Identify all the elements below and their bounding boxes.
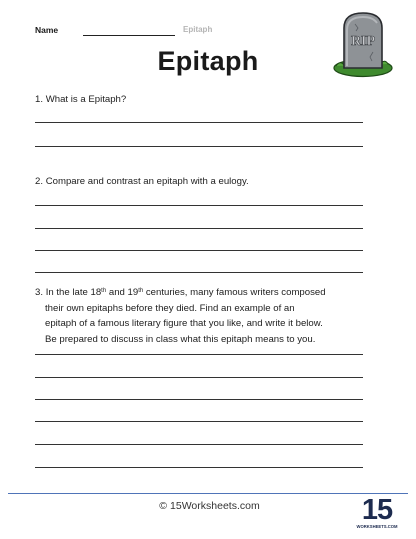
logo-number: 15: [361, 494, 393, 526]
question-1-number: 1.: [35, 94, 44, 105]
question-1: [35, 92, 126, 108]
answer-line[interactable]: [35, 354, 363, 355]
question-1-text: What is a Epitaph?: [45, 94, 127, 105]
answer-line[interactable]: [35, 444, 363, 445]
question-3-number: 3.: [35, 287, 44, 298]
question-3-text-part: In the late 18: [45, 287, 102, 298]
footer: [0, 500, 416, 512]
answer-line[interactable]: [35, 146, 363, 147]
answer-line[interactable]: [35, 421, 363, 422]
superscript: th: [138, 288, 144, 294]
name-field-line[interactable]: [83, 35, 175, 36]
name-label: Name: [35, 25, 59, 35]
copyright-icon: ©: [159, 500, 168, 512]
footer-site[interactable]: 15Worksheets.com: [170, 500, 260, 512]
superscript: th: [101, 288, 107, 294]
answer-line[interactable]: [35, 250, 363, 251]
question-3-line-1: [35, 285, 375, 301]
answer-line[interactable]: [35, 228, 363, 229]
question-3-line-4: Be prepared to discuss in class what this epitaph means to you.: [45, 333, 316, 345]
footer-divider: [8, 493, 408, 494]
question-2-number: 2.: [35, 176, 44, 187]
question-3-text-part: and 19: [106, 287, 139, 298]
logo-text: WORKSHEETS.COM: [356, 524, 398, 529]
answer-line[interactable]: [35, 122, 363, 123]
question-2: [35, 174, 249, 190]
page-title: Epitaph: [157, 46, 259, 76]
answer-line[interactable]: [35, 399, 363, 400]
name-row: [35, 25, 335, 41]
question-2-text: Compare and contrast an epitaph with a eulogy.: [45, 176, 249, 187]
question-3-line-2: their own epitaphs before they died. Find an example of an: [45, 302, 295, 314]
answer-line[interactable]: [35, 205, 363, 206]
question-3-text-part: centuries, many famous writers composed: [143, 287, 326, 298]
subject-label: Epitaph: [183, 25, 213, 34]
tombstone-text: RIP: [350, 34, 376, 49]
answer-line[interactable]: [35, 467, 363, 468]
question-3-line-3: epitaph of a famous literary figure that you like, and write it below.: [45, 318, 323, 330]
answer-line[interactable]: [35, 377, 363, 378]
question-3: [35, 285, 375, 347]
15worksheets-logo: [356, 492, 398, 532]
answer-line[interactable]: [35, 272, 363, 273]
